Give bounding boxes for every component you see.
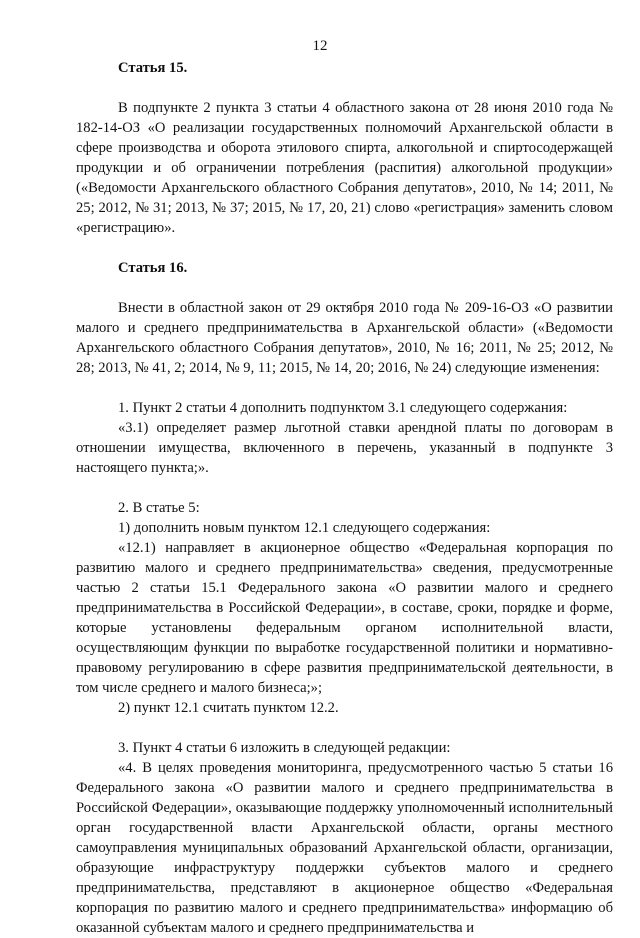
spacer: [76, 378, 613, 398]
article-16-title: Статья 16.: [118, 260, 188, 276]
article-16-intro: Внести в областной закон от 29 октября 2010 года № 209-16-ОЗ «О развитии малого и среднего предпринимательства в Архангельской области» («Ведомости Архангельского областного Собрания депутатов», 2010, № 16; 2011, № 25; 2012, № 28; 2013, № 41, 2; 2014, № 9, 11; 2015, № 14, 20; 2016, № 24) следующие изменения:: [76, 300, 613, 376]
document-body: [76, 58, 613, 938]
article-16-item-2: 2. В статье 5:: [118, 500, 200, 516]
spacer: [76, 718, 613, 738]
article-16-item-2-1-text: «12.1) направляет в акционерное общество «Федеральная корпорация по развитию малого и среднего предпринимательства» сведения, предусмотренные частью 2 статьи 15.1 Федерального закона «О развитии малого и среднего предпринимательства в Российской Федерации», в составе, сроки, порядке и форме, которые установлены федеральным органом исполнительной власти, осуществляющим функции по выработке государственной политики и нормативно-правовому регулированию в сфере развития предпринимательской деятельности, в том числе среднего и малого бизнеса;»;: [76, 540, 613, 696]
article-16-item-3: 3. Пункт 4 статьи 6 изложить в следующей редакции:: [118, 740, 451, 756]
page-number: 12: [312, 38, 328, 54]
article-15-title: Статья 15.: [118, 60, 188, 76]
article-15-paragraph: В подпункте 2 пункта 3 статьи 4 областного закона от 28 июня 2010 года № 182-14-ОЗ «О реализации государственных полномочий Архангельской области в сфере производства и оборота этилового спирта, алкогольной и спиртосодержащей продукции и об ограничении потребления (распития) алкогольной продукции» («Ведомости Архангельского областного Собрания депутатов», 2010, № 14; 2011, № 25; 2012, № 31; 2013, № 37; 2015, № 17, 20, 21) слово «регистрация» заменить словом «регистрацию».: [76, 100, 613, 236]
spacer: [76, 478, 613, 498]
article-16-item-1-text: «3.1) определяет размер льготной ставки арендной платы по договорам в отношении имущества, включенного в перечень, указанный в подпункте 3 настоящего пункта;».: [76, 420, 613, 476]
article-16-item-3-text: «4. В целях проведения мониторинга, предусмотренного частью 5 статьи 16 Федерального закона «О развитии малого и среднего предпринимательства в Российской Федерации», оказывающие поддержку уполномоченный исполнительный орган государственной власти Архангельской области, органы местного самоуправления муниципальных образований Архангельской области, организации, образующие инфраструктуру поддержки субъектов малого и среднего предпринимательства, представляют в акционерное общество «Федеральная корпорация по развитию малого и среднего предпринимательства» информацию об оказанной субъектам малого и среднего предпринимательства и: [76, 760, 613, 936]
spacer: [76, 238, 613, 258]
article-16-item-1: 1. Пункт 2 статьи 4 дополнить подпунктом 3.1 следующего содержания:: [118, 400, 568, 416]
article-16-item-2-2: 2) пункт 12.1 считать пунктом 12.2.: [118, 700, 339, 716]
article-16-item-2-1: 1) дополнить новым пунктом 12.1 следующего содержания:: [118, 520, 491, 536]
